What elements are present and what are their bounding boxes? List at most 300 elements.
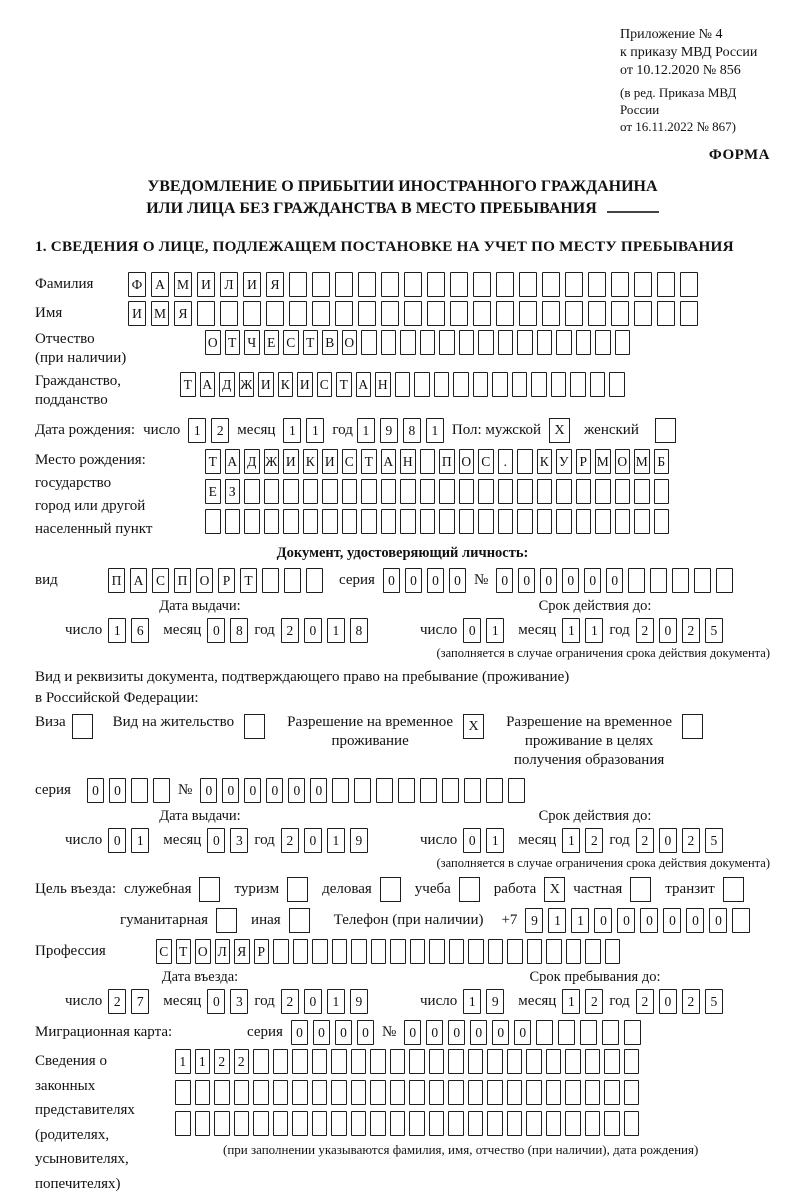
- char-cell[interactable]: [585, 1080, 601, 1105]
- char-cell[interactable]: [381, 272, 399, 297]
- char-cell[interactable]: 0: [207, 989, 225, 1014]
- char-cell[interactable]: [565, 301, 583, 326]
- char-cell[interactable]: [654, 509, 670, 534]
- char-cell[interactable]: С: [152, 568, 169, 593]
- char-cell[interactable]: [335, 301, 353, 326]
- char-cell[interactable]: Т: [336, 372, 352, 397]
- char-cell[interactable]: 1: [283, 418, 301, 443]
- char-cell[interactable]: [468, 1080, 484, 1105]
- char-cell[interactable]: 1: [585, 618, 603, 643]
- char-cell[interactable]: [449, 939, 465, 964]
- purpose-study-checkbox[interactable]: [459, 877, 480, 902]
- char-cell[interactable]: [289, 301, 307, 326]
- char-cell[interactable]: [526, 1111, 542, 1136]
- char-cell[interactable]: 0: [594, 908, 612, 933]
- char-cell[interactable]: О: [195, 939, 211, 964]
- char-cell[interactable]: [332, 939, 348, 964]
- char-cell[interactable]: [478, 330, 494, 355]
- char-cell[interactable]: [312, 1049, 328, 1074]
- char-cell[interactable]: А: [151, 272, 169, 297]
- char-cell[interactable]: [264, 479, 280, 504]
- purpose-transit-checkbox[interactable]: [723, 877, 744, 902]
- char-cell[interactable]: [351, 1080, 367, 1105]
- char-cell[interactable]: [234, 1080, 250, 1105]
- char-cell[interactable]: Я: [174, 301, 192, 326]
- char-cell[interactable]: [507, 939, 523, 964]
- char-cell[interactable]: [381, 301, 399, 326]
- char-cell[interactable]: [604, 1080, 620, 1105]
- char-cell[interactable]: К: [303, 449, 319, 474]
- char-cell[interactable]: 0: [405, 568, 422, 593]
- char-cell[interactable]: 2: [636, 989, 654, 1014]
- char-cell[interactable]: [546, 939, 562, 964]
- char-cell[interactable]: [512, 372, 528, 397]
- char-cell[interactable]: 0: [514, 1020, 531, 1045]
- char-cell[interactable]: [429, 1049, 445, 1074]
- char-cell[interactable]: [492, 372, 508, 397]
- char-cell[interactable]: И: [197, 272, 215, 297]
- char-cell[interactable]: [197, 301, 215, 326]
- char-cell[interactable]: [517, 479, 533, 504]
- char-cell[interactable]: 0: [244, 778, 261, 803]
- char-cell[interactable]: [556, 509, 572, 534]
- char-cell[interactable]: [303, 509, 319, 534]
- char-cell[interactable]: [370, 1080, 386, 1105]
- char-cell[interactable]: 5: [705, 828, 723, 853]
- char-cell[interactable]: 1: [486, 618, 504, 643]
- char-cell[interactable]: 1: [175, 1049, 191, 1074]
- char-cell[interactable]: О: [615, 449, 631, 474]
- char-cell[interactable]: [390, 939, 406, 964]
- char-cell[interactable]: [473, 301, 491, 326]
- char-cell[interactable]: В: [322, 330, 338, 355]
- char-cell[interactable]: А: [381, 449, 397, 474]
- char-cell[interactable]: Т: [240, 568, 257, 593]
- char-cell[interactable]: 0: [207, 618, 225, 643]
- char-cell[interactable]: 0: [463, 618, 481, 643]
- char-cell[interactable]: 8: [403, 418, 421, 443]
- char-cell[interactable]: Т: [180, 372, 196, 397]
- char-cell[interactable]: Т: [205, 449, 221, 474]
- char-cell[interactable]: 0: [659, 989, 677, 1014]
- char-cell[interactable]: И: [297, 372, 313, 397]
- char-cell[interactable]: [595, 330, 611, 355]
- char-cell[interactable]: [273, 1111, 289, 1136]
- char-cell[interactable]: 2: [636, 618, 654, 643]
- char-cell[interactable]: 7: [131, 989, 149, 1014]
- char-cell[interactable]: [611, 272, 629, 297]
- char-cell[interactable]: [478, 479, 494, 504]
- char-cell[interactable]: [590, 372, 606, 397]
- char-cell[interactable]: [507, 1049, 523, 1074]
- char-cell[interactable]: А: [356, 372, 372, 397]
- char-cell[interactable]: [448, 1080, 464, 1105]
- char-cell[interactable]: [354, 778, 371, 803]
- char-cell[interactable]: 0: [313, 1020, 330, 1045]
- char-cell[interactable]: [680, 301, 698, 326]
- char-cell[interactable]: [390, 1049, 406, 1074]
- char-cell[interactable]: 0: [449, 568, 466, 593]
- char-cell[interactable]: [542, 301, 560, 326]
- char-cell[interactable]: [694, 568, 711, 593]
- char-cell[interactable]: Л: [215, 939, 231, 964]
- char-cell[interactable]: [680, 272, 698, 297]
- char-cell[interactable]: [293, 939, 309, 964]
- char-cell[interactable]: 9: [350, 989, 368, 1014]
- char-cell[interactable]: 0: [304, 618, 322, 643]
- char-cell[interactable]: 0: [222, 778, 239, 803]
- char-cell[interactable]: Т: [361, 449, 377, 474]
- char-cell[interactable]: [488, 939, 504, 964]
- char-cell[interactable]: [716, 568, 733, 593]
- char-cell[interactable]: [556, 479, 572, 504]
- char-cell[interactable]: И: [243, 272, 261, 297]
- char-cell[interactable]: 9: [380, 418, 398, 443]
- char-cell[interactable]: [361, 479, 377, 504]
- char-cell[interactable]: [496, 272, 514, 297]
- char-cell[interactable]: [604, 1049, 620, 1074]
- char-cell[interactable]: [225, 509, 241, 534]
- char-cell[interactable]: О: [342, 330, 358, 355]
- char-cell[interactable]: [376, 778, 393, 803]
- char-cell[interactable]: [429, 1111, 445, 1136]
- char-cell[interactable]: 1: [131, 828, 149, 853]
- char-cell[interactable]: 5: [705, 989, 723, 1014]
- char-cell[interactable]: 2: [682, 618, 700, 643]
- char-cell[interactable]: 0: [640, 908, 658, 933]
- char-cell[interactable]: [588, 301, 606, 326]
- char-cell[interactable]: [585, 1049, 601, 1074]
- char-cell[interactable]: 0: [663, 908, 681, 933]
- char-cell[interactable]: 1: [327, 828, 345, 853]
- char-cell[interactable]: [429, 1080, 445, 1105]
- char-cell[interactable]: [615, 509, 631, 534]
- temp-residence-edu-checkbox[interactable]: [682, 714, 703, 739]
- char-cell[interactable]: [448, 1111, 464, 1136]
- char-cell[interactable]: О: [459, 449, 475, 474]
- char-cell[interactable]: [615, 330, 631, 355]
- char-cell[interactable]: [537, 330, 553, 355]
- char-cell[interactable]: [409, 1111, 425, 1136]
- char-cell[interactable]: [322, 479, 338, 504]
- char-cell[interactable]: [634, 272, 652, 297]
- purpose-humanitarian-checkbox[interactable]: [216, 908, 237, 933]
- char-cell[interactable]: 0: [304, 989, 322, 1014]
- char-cell[interactable]: И: [283, 449, 299, 474]
- char-cell[interactable]: [595, 479, 611, 504]
- char-cell[interactable]: Л: [220, 272, 238, 297]
- char-cell[interactable]: [420, 330, 436, 355]
- char-cell[interactable]: 9: [486, 989, 504, 1014]
- char-cell[interactable]: Р: [576, 449, 592, 474]
- char-cell[interactable]: А: [200, 372, 216, 397]
- char-cell[interactable]: [459, 479, 475, 504]
- char-cell[interactable]: П: [174, 568, 191, 593]
- char-cell[interactable]: Н: [375, 372, 391, 397]
- char-cell[interactable]: [273, 1049, 289, 1074]
- char-cell[interactable]: [459, 330, 475, 355]
- char-cell[interactable]: Т: [176, 939, 192, 964]
- char-cell[interactable]: 8: [350, 618, 368, 643]
- char-cell[interactable]: [468, 939, 484, 964]
- char-cell[interactable]: [390, 1111, 406, 1136]
- char-cell[interactable]: [588, 272, 606, 297]
- char-cell[interactable]: [234, 1111, 250, 1136]
- char-cell[interactable]: [487, 1080, 503, 1105]
- residence-permit-checkbox[interactable]: [244, 714, 265, 739]
- char-cell[interactable]: [404, 272, 422, 297]
- char-cell[interactable]: С: [283, 330, 299, 355]
- char-cell[interactable]: [427, 301, 445, 326]
- purpose-tourism-checkbox[interactable]: [287, 877, 308, 902]
- char-cell[interactable]: [473, 272, 491, 297]
- char-cell[interactable]: [565, 1080, 581, 1105]
- char-cell[interactable]: [657, 272, 675, 297]
- char-cell[interactable]: [487, 1049, 503, 1074]
- char-cell[interactable]: И: [322, 449, 338, 474]
- char-cell[interactable]: [429, 939, 445, 964]
- char-cell[interactable]: 1: [327, 618, 345, 643]
- char-cell[interactable]: [370, 1049, 386, 1074]
- char-cell[interactable]: 2: [682, 989, 700, 1014]
- char-cell[interactable]: 0: [659, 618, 677, 643]
- char-cell[interactable]: [654, 479, 670, 504]
- char-cell[interactable]: 2: [211, 418, 229, 443]
- char-cell[interactable]: [448, 1049, 464, 1074]
- char-cell[interactable]: [611, 301, 629, 326]
- char-cell[interactable]: [331, 1111, 347, 1136]
- char-cell[interactable]: Д: [219, 372, 235, 397]
- char-cell[interactable]: [351, 939, 367, 964]
- char-cell[interactable]: Ф: [128, 272, 146, 297]
- char-cell[interactable]: 8: [230, 618, 248, 643]
- char-cell[interactable]: [381, 330, 397, 355]
- purpose-private-checkbox[interactable]: [630, 877, 651, 902]
- char-cell[interactable]: [576, 479, 592, 504]
- char-cell[interactable]: [546, 1080, 562, 1105]
- char-cell[interactable]: [517, 449, 533, 474]
- char-cell[interactable]: С: [478, 449, 494, 474]
- char-cell[interactable]: [358, 272, 376, 297]
- char-cell[interactable]: [390, 1080, 406, 1105]
- char-cell[interactable]: [400, 330, 416, 355]
- char-cell[interactable]: [361, 509, 377, 534]
- char-cell[interactable]: [536, 1020, 553, 1045]
- char-cell[interactable]: Р: [218, 568, 235, 593]
- char-cell[interactable]: Ж: [239, 372, 255, 397]
- purpose-business-checkbox[interactable]: [380, 877, 401, 902]
- char-cell[interactable]: [153, 778, 170, 803]
- char-cell[interactable]: А: [130, 568, 147, 593]
- char-cell[interactable]: [498, 330, 514, 355]
- char-cell[interactable]: [605, 939, 621, 964]
- char-cell[interactable]: [519, 272, 537, 297]
- char-cell[interactable]: 6: [131, 618, 149, 643]
- char-cell[interactable]: Е: [264, 330, 280, 355]
- char-cell[interactable]: 0: [266, 778, 283, 803]
- char-cell[interactable]: 0: [200, 778, 217, 803]
- char-cell[interactable]: [624, 1080, 640, 1105]
- char-cell[interactable]: [507, 1080, 523, 1105]
- char-cell[interactable]: 3: [230, 828, 248, 853]
- char-cell[interactable]: [220, 301, 238, 326]
- char-cell[interactable]: [331, 1049, 347, 1074]
- char-cell[interactable]: [283, 479, 299, 504]
- char-cell[interactable]: [473, 372, 489, 397]
- char-cell[interactable]: 0: [108, 828, 126, 853]
- char-cell[interactable]: [558, 1020, 575, 1045]
- char-cell[interactable]: 0: [291, 1020, 308, 1045]
- char-cell[interactable]: [508, 778, 525, 803]
- char-cell[interactable]: [342, 479, 358, 504]
- char-cell[interactable]: Т: [303, 330, 319, 355]
- char-cell[interactable]: 0: [87, 778, 104, 803]
- char-cell[interactable]: 0: [617, 908, 635, 933]
- char-cell[interactable]: [657, 301, 675, 326]
- char-cell[interactable]: [253, 1111, 269, 1136]
- char-cell[interactable]: [404, 301, 422, 326]
- char-cell[interactable]: 1: [188, 418, 206, 443]
- char-cell[interactable]: С: [317, 372, 333, 397]
- char-cell[interactable]: [370, 1111, 386, 1136]
- char-cell[interactable]: 0: [709, 908, 727, 933]
- char-cell[interactable]: [439, 509, 455, 534]
- char-cell[interactable]: 1: [548, 908, 566, 933]
- char-cell[interactable]: [624, 1111, 640, 1136]
- char-cell[interactable]: [306, 568, 323, 593]
- char-cell[interactable]: [450, 301, 468, 326]
- char-cell[interactable]: У: [556, 449, 572, 474]
- char-cell[interactable]: 1: [562, 989, 580, 1014]
- char-cell[interactable]: [453, 372, 469, 397]
- char-cell[interactable]: И: [258, 372, 274, 397]
- char-cell[interactable]: П: [108, 568, 125, 593]
- char-cell[interactable]: [131, 778, 148, 803]
- char-cell[interactable]: 1: [562, 828, 580, 853]
- char-cell[interactable]: [624, 1020, 641, 1045]
- char-cell[interactable]: [262, 568, 279, 593]
- char-cell[interactable]: 0: [606, 568, 623, 593]
- char-cell[interactable]: 0: [496, 568, 513, 593]
- char-cell[interactable]: С: [156, 939, 172, 964]
- char-cell[interactable]: [266, 301, 284, 326]
- char-cell[interactable]: [576, 509, 592, 534]
- char-cell[interactable]: [570, 372, 586, 397]
- char-cell[interactable]: 0: [357, 1020, 374, 1045]
- char-cell[interactable]: [517, 509, 533, 534]
- char-cell[interactable]: 0: [686, 908, 704, 933]
- char-cell[interactable]: [420, 509, 436, 534]
- char-cell[interactable]: 2: [214, 1049, 230, 1074]
- char-cell[interactable]: 2: [281, 828, 299, 853]
- char-cell[interactable]: [400, 509, 416, 534]
- char-cell[interactable]: [442, 778, 459, 803]
- char-cell[interactable]: [468, 1049, 484, 1074]
- char-cell[interactable]: Ж: [264, 449, 280, 474]
- char-cell[interactable]: [351, 1111, 367, 1136]
- char-cell[interactable]: 1: [195, 1049, 211, 1074]
- char-cell[interactable]: [205, 509, 221, 534]
- char-cell[interactable]: 9: [350, 828, 368, 853]
- char-cell[interactable]: [526, 1049, 542, 1074]
- char-cell[interactable]: 0: [470, 1020, 487, 1045]
- char-cell[interactable]: Н: [400, 449, 416, 474]
- visa-checkbox[interactable]: [72, 714, 93, 739]
- char-cell[interactable]: 0: [518, 568, 535, 593]
- char-cell[interactable]: 0: [584, 568, 601, 593]
- gender-female-checkbox[interactable]: [655, 418, 676, 443]
- char-cell[interactable]: [253, 1080, 269, 1105]
- char-cell[interactable]: А: [225, 449, 241, 474]
- char-cell[interactable]: 1: [108, 618, 126, 643]
- char-cell[interactable]: 1: [562, 618, 580, 643]
- char-cell[interactable]: 5: [705, 618, 723, 643]
- char-cell[interactable]: [175, 1080, 191, 1105]
- purpose-work-checkbox[interactable]: X: [544, 877, 565, 902]
- char-cell[interactable]: [672, 568, 689, 593]
- temp-residence-checkbox[interactable]: X: [463, 714, 484, 739]
- char-cell[interactable]: [537, 509, 553, 534]
- char-cell[interactable]: [634, 301, 652, 326]
- char-cell[interactable]: 0: [659, 828, 677, 853]
- char-cell[interactable]: [381, 479, 397, 504]
- char-cell[interactable]: С: [342, 449, 358, 474]
- char-cell[interactable]: [566, 939, 582, 964]
- char-cell[interactable]: [498, 479, 514, 504]
- char-cell[interactable]: 2: [585, 828, 603, 853]
- char-cell[interactable]: М: [634, 449, 650, 474]
- char-cell[interactable]: Я: [234, 939, 250, 964]
- char-cell[interactable]: [450, 272, 468, 297]
- char-cell[interactable]: [331, 1080, 347, 1105]
- char-cell[interactable]: [565, 272, 583, 297]
- char-cell[interactable]: [439, 330, 455, 355]
- char-cell[interactable]: [527, 939, 543, 964]
- char-cell[interactable]: Р: [254, 939, 270, 964]
- char-cell[interactable]: [486, 778, 503, 803]
- char-cell[interactable]: [244, 509, 260, 534]
- char-cell[interactable]: 0: [404, 1020, 421, 1045]
- char-cell[interactable]: З: [225, 479, 241, 504]
- char-cell[interactable]: 0: [335, 1020, 352, 1045]
- char-cell[interactable]: 0: [448, 1020, 465, 1045]
- char-cell[interactable]: [322, 509, 338, 534]
- char-cell[interactable]: [478, 509, 494, 534]
- char-cell[interactable]: [312, 1080, 328, 1105]
- char-cell[interactable]: 2: [281, 989, 299, 1014]
- char-cell[interactable]: 0: [109, 778, 126, 803]
- char-cell[interactable]: 0: [463, 828, 481, 853]
- char-cell[interactable]: 3: [230, 989, 248, 1014]
- char-cell[interactable]: [434, 372, 450, 397]
- char-cell[interactable]: [420, 778, 437, 803]
- char-cell[interactable]: [292, 1080, 308, 1105]
- char-cell[interactable]: [565, 1111, 581, 1136]
- char-cell[interactable]: Д: [244, 449, 260, 474]
- char-cell[interactable]: [634, 479, 650, 504]
- char-cell[interactable]: [398, 778, 415, 803]
- char-cell[interactable]: [371, 939, 387, 964]
- char-cell[interactable]: [464, 778, 481, 803]
- char-cell[interactable]: [585, 1111, 601, 1136]
- char-cell[interactable]: [615, 479, 631, 504]
- char-cell[interactable]: [214, 1111, 230, 1136]
- char-cell[interactable]: 9: [525, 908, 543, 933]
- char-cell[interactable]: П: [439, 449, 455, 474]
- char-cell[interactable]: [420, 479, 436, 504]
- char-cell[interactable]: 2: [682, 828, 700, 853]
- char-cell[interactable]: [519, 301, 537, 326]
